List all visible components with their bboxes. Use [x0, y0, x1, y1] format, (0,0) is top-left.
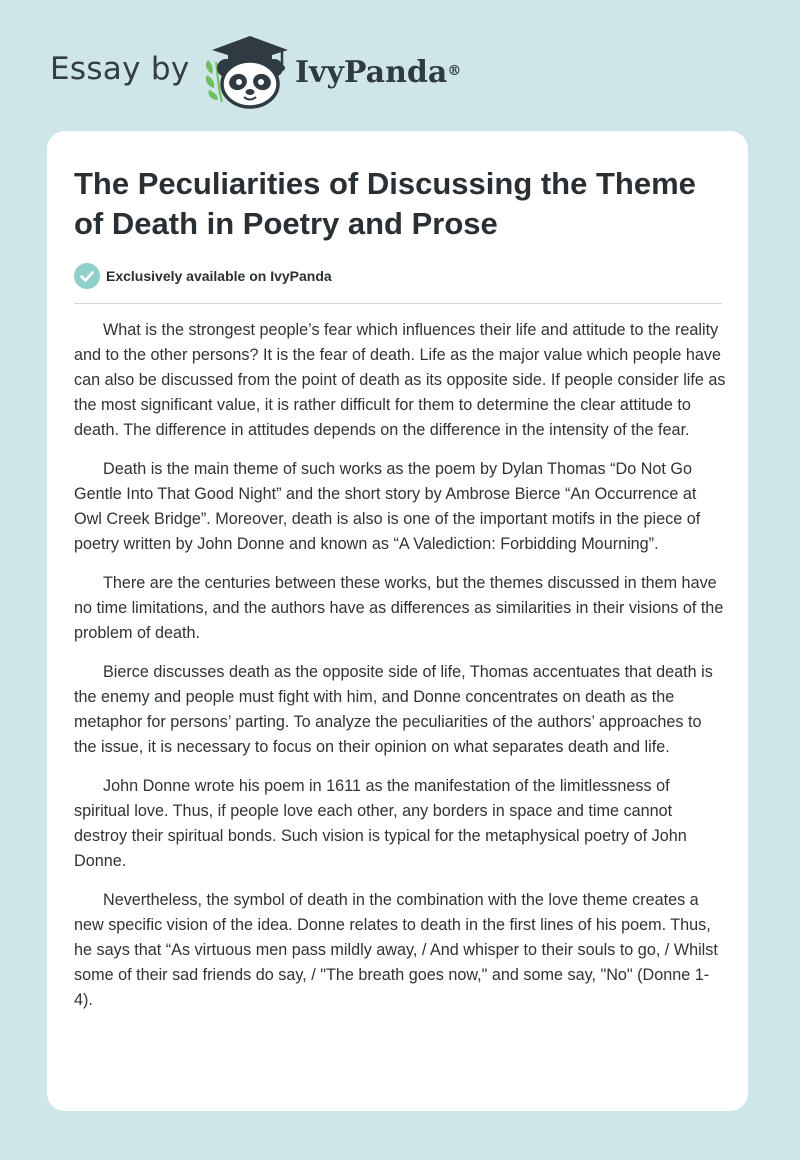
availability-row	[74, 263, 332, 289]
site-header	[0, 0, 800, 130]
essay-title: The Peculiarities of Discussing the Theme of Death in Poetry and Prose	[74, 166, 696, 241]
paragraph: What is the strongest people’s fear which influences their life and attitude to the reality and to the other persons? It is the fear of death. Life as the major value which people have can also be discussed from the point of death as its opposite side. If people consider life as the most significant value, it is rather difficult for them to determine the clear attitude to death. The difference in attitudes depends on the difference in the intensity of the fear.	[74, 321, 726, 439]
paragraph: There are the centuries between these works, but the themes discussed in them have no time limitations, and the authors have as differences as similarities in their visions of the problem of death.	[74, 574, 724, 642]
registered-mark: ®	[447, 63, 462, 79]
check-badge-icon	[74, 263, 100, 289]
panda-graduate-logo-icon[interactable]	[198, 30, 290, 110]
paragraph: Nevertheless, the symbol of death in the combination with the love theme creates a new specific vision of the idea. Donne relates to death in the first lines of his poem. Thus, he says that “As virtuous men pass mildly away, / And whisper to their souls to go, / Whilst some of their sad friends do say, / "The breath goes now," and some say, "No" (Donne 1-4).	[74, 891, 718, 1009]
brand-text: IvyPanda	[295, 55, 448, 90]
essay-by-label: Essay by	[50, 51, 190, 87]
essay-body	[74, 318, 726, 1027]
paragraph: Death is the main theme of such works as the poem by Dylan Thomas “Do Not Go Gentle Into That Good Night” and the short story by Ambrose Bierce “An Occurrence at Owl Creek Bridge”. Moreover, death is also is one of the important motifs in the piece of poetry written by John Donne and known as “A Valediction: Forbidding Mourning”.	[74, 460, 701, 553]
title-divider	[74, 303, 722, 304]
brand-name[interactable]	[295, 55, 461, 91]
essay-card	[47, 131, 748, 1111]
paragraph: John Donne wrote his poem in 1611 as the manifestation of the limitlessness of spiritual love. Thus, if people love each other, any borders in space and time cannot destroy their spiritual bonds. Such vision is typical for the metaphysical poetry of John Donne.	[74, 777, 687, 870]
paragraph: Bierce discusses death as the opposite side of life, Thomas accentuates that death is the enemy and people must fight with him, and Donne concentrates on death as the metaphor for persons’ parting. To analyze the peculiarities of the authors’ approaches to the issue, it is necessary to focus on their opinion on what separates death and life.	[74, 663, 713, 756]
availability-label: Exclusively available on IvyPanda	[106, 268, 332, 284]
